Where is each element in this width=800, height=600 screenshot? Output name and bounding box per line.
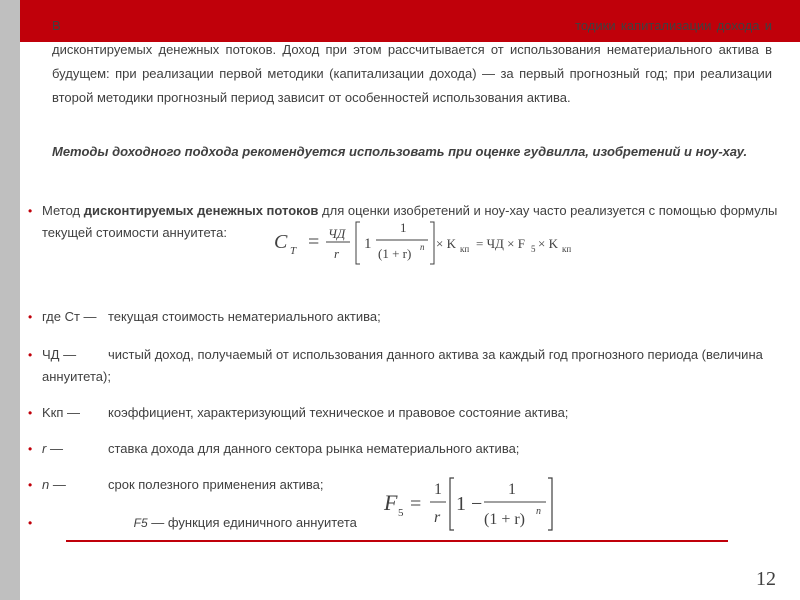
formula2-inner-one: 1 − — [456, 493, 483, 515]
intro-obscured-text — [66, 18, 575, 33]
bullet-dcf-bold: дисконтируемых денежных потоков — [83, 203, 319, 218]
definition-term: F5 — [133, 516, 148, 530]
definition-text: чистый доход, получаемый от использования данного актива за каждый год прогнозного периода (величина аннуитета); — [42, 347, 763, 384]
definition-ct — [28, 306, 782, 328]
formula1-den: r — [334, 246, 340, 261]
definition-r — [28, 438, 782, 460]
bullet-icon: • — [28, 406, 33, 420]
definition-term: где Cт — — [42, 309, 97, 324]
formula2-lhs: F — [384, 490, 398, 515]
bullet-icon: • — [28, 516, 33, 530]
formula2-lhs-sub: 5 — [398, 507, 404, 519]
formula1-tail3: × K — [538, 236, 558, 251]
formula2-den: r — [434, 509, 441, 526]
bullet-icon: • — [28, 442, 33, 456]
definition-chd — [28, 344, 782, 388]
formula1-tail3-sub: кп — [562, 244, 572, 254]
formula1-svg — [268, 218, 588, 268]
paragraph-recommendation: Методы доходного подхода рекомендуется использовать при оценке гудвилла, изобретений и ноу-хау. — [52, 144, 748, 159]
bullet-icon: • — [28, 478, 33, 492]
formula1-tail2: = ЧД × F — [476, 236, 525, 251]
formula1-tail-sub: кп — [460, 244, 470, 254]
definition-term: Kкп — — [42, 405, 81, 420]
slide-number: 12 — [756, 568, 776, 590]
formula1-inner-exp: n — [420, 242, 425, 252]
formula2-inner-den: (1 + r) — [484, 511, 526, 528]
formula2-inner-exp: n — [536, 506, 541, 517]
formula1-bracket-right — [430, 222, 434, 264]
paragraph-intro — [52, 14, 772, 110]
formula2-bracket-right — [548, 478, 552, 530]
bullet-icon: • — [28, 348, 33, 362]
formula1-bracket-left — [356, 222, 360, 264]
bullet-dcf-text-before: Метод — [42, 203, 84, 218]
bullet-icon: • — [28, 310, 33, 324]
definition-text: коэффициент, характеризующий техническое и правовое состояние актива; — [108, 405, 569, 420]
definition-kkp — [28, 402, 782, 424]
definition-term: ЧД — — [42, 347, 77, 362]
formula1-lhs-sub: T — [290, 245, 297, 257]
definition-term: n — — [42, 477, 66, 492]
svg-text:1: 1 — [364, 236, 372, 252]
intro-first-word: В — [52, 18, 61, 33]
formula1-inner-den: (1 + r) — [378, 246, 412, 261]
definition-text: ставка дохода для данного сектора рынка нематериального актива; — [108, 441, 520, 456]
definition-text: — функция единичного аннуитета — [151, 515, 357, 530]
left-sidebar-bar — [0, 0, 20, 600]
formula2-eq: = — [410, 493, 422, 515]
formula2-bracket-left — [450, 478, 454, 530]
formula1-tail2-sub: 5 — [531, 244, 536, 254]
formula-annuity-present-value — [268, 218, 588, 273]
formula2-inner-num: 1 — [508, 481, 516, 498]
bullet-dcf-text-after: для оценки изобретений и ноу-хау часто реализуется с помощью формулы текущей стоимости аннуитета: — [42, 203, 778, 240]
bottom-divider — [66, 540, 728, 542]
formula1-num: ЧД — [328, 226, 346, 241]
intro-rest-text: капитализации дохода и дисконтируемых денежных потоков. Доход при этом рассчитывается от использования нематериального актива в будущем: при реализации первой методики (капитализации дохода) — за первый прогнозный год; при реализации второй методики прогнозный период зависит от особенностей использования актива. — [52, 18, 772, 105]
definition-term: r — — [42, 441, 63, 456]
formula2-num: 1 — [434, 481, 442, 498]
formula1-inner-num: 1 — [400, 220, 407, 235]
formula1-lhs: C — [274, 231, 288, 253]
formula1-tail: × K — [436, 236, 456, 251]
intro-line1-end: тодики — [575, 18, 616, 33]
bullet-icon: • — [28, 204, 33, 218]
formula2-svg — [380, 472, 560, 534]
formula-unit-annuity — [380, 472, 560, 540]
formula1-eq: = — [308, 231, 320, 253]
definition-text: срок полезного применения актива; — [108, 477, 324, 492]
definition-text: текущая стоимость нематериального актива; — [108, 309, 381, 324]
